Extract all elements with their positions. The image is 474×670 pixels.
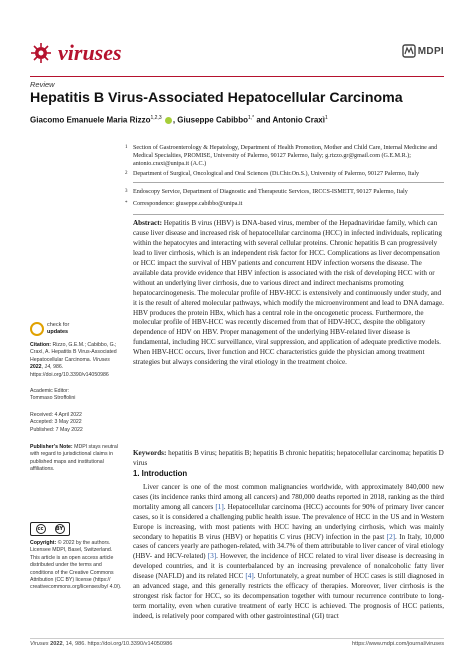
keywords-label: Keywords: — [133, 449, 167, 457]
citation-doi-link[interactable]: 986. https://doi.org/10.3390/v14050986 — [30, 364, 109, 378]
citation-year: 2022 — [30, 364, 42, 371]
affiliation-item — [125, 200, 444, 208]
footer-journal-url[interactable]: https://www.mdpi.com/journal/viruses — [351, 641, 444, 647]
affiliation-item — [125, 144, 444, 169]
cc-icon: cc — [36, 524, 46, 534]
received-date: Received: 4 April 2022 — [30, 412, 82, 418]
affiliation-text: Department of Surgical, Oncological and Oral Sciences (Di.Chir.On.S.), University of Palermo, 90127 Palermo, Italy — [133, 171, 420, 177]
reference-link[interactable]: [3] — [207, 552, 217, 561]
affiliation-text: Section of Gastroenterology & Hepatology, Department of Health Promotion, Mother and Child Care, Internal Medicine and Medical Specialties, PROMISE, University of Palermo, 90127 Palermo, Italy; g.rizzo.gr@gmail.com (G.E.M.R.); antonio.craxi@unipa.it (A.C.) — [133, 145, 438, 168]
journal-header — [30, 38, 444, 72]
copyright-text: © 2022 by the authors. Licensee MDPI, Basel, Switzerland. This article is an open access article distributed under the terms and conditions of the Creative Commons Attribution (CC BY) license (https:// creativecommons.org/licenses/by/ 4.0/). — [30, 540, 122, 591]
affiliation-item — [125, 170, 444, 178]
academic-editor-name: Tommaso Stroffolini — [30, 395, 76, 402]
mdpi-logo — [402, 44, 444, 58]
reference-link[interactable]: [4] — [245, 572, 254, 581]
copyright-block — [30, 540, 122, 592]
footer-doi-link[interactable]: , 14, 986. https://doi.org/10.3390/v14050986 — [62, 641, 173, 647]
abstract-text: Hepatitis B virus (HBV) is DNA-based virus, member of the Hepadnaviridae family, which can cause liver disease and increased risk of hepatocellular carcinoma (HCC) in infected individuals, replicating within the hepatocytes and interacting with several cellular proteins. Chronic hepatitis B can progressively lead to liver cirrhosis, which is an independent risk factor for HCC. Complications as liver decompensation or HCC impact the survival of HBV patients and concurrent HDV infection worsens the disease. The available data provide evidence that HBV infection is associated with the risk of developing HCC with or without an underlying liver cirrhosis, due to various direct and indirect mechanisms promoting hepatocarcinogenesis. The molecular profile of HBV-HCC is extensively and continuously under study, and it is the result of altered molecular pathways, which modify the microenvironment and lead to DNA damage. HBV produces the protein HBx, which has a central role in the oncogenetic process. Furthermore, the molecular profile of HBV-HCC was recently discerned from that of HDV-HCC, despite the obligatory dependence of HDV on HBV. Proper management of the underlying HBV-related liver disease is fundamental, including HCC surveillance, viral suppression, and application of adequate predictive models. When HBV-HCC occurs, liver function and HCC characteristics guide the physician among treatment strategies but always considering the viral etiology in the treatment choice. — [133, 219, 444, 367]
citation-text: Rizzo, G.E.M.; Cabibbo, G.; Craxì, A. Hepatitis B Virus-Associated Hepatocellular Carcinoma. — [30, 342, 117, 363]
intro-text: . Unfortunately, a great number of HCC cases is still diagnosed in an advanced stage, and this generally restricts the efficacy of therapies. Moreover, liver cirrhosis is the strongest risk factor for HCC, so its decompensation together with tumour recurrence contribute to long-term mortality, even when curative treatment of early HCC is achieved. The prognosis of HCC patients, indeed, is relatively poor compared with other gastrointestinal (GI) tract — [133, 572, 444, 620]
abstract — [125, 188, 444, 368]
virus-logo-icon — [30, 42, 52, 64]
academic-editor-label: Academic Editor: — [30, 388, 70, 394]
reference-link[interactable]: [2] — [386, 532, 396, 541]
published-date: Published: 7 May 2022 — [30, 426, 83, 433]
author-list: Giacomo Emanuele Maria Rizzo$^{1,2,3}$ , Giuseppe Cabibbo$^{1,*}$ and Antonio Craxì$^1$ — [30, 115, 328, 125]
introduction-paragraph — [133, 483, 444, 622]
intro-text: Liver cancer is one of the most common malignancies worldwide, with approximately 840,000 new cases (its incidence ranks third among all cancers) and 780,000 deaths reported in 2018, ranking as the third mortality among all cancers — [133, 483, 444, 511]
author-name[interactable]: Giuseppe Cabibbo — [177, 115, 248, 125]
orcid-icon[interactable] — [165, 117, 172, 124]
check-updates-line1: check for — [47, 322, 70, 328]
reference-link[interactable]: [1] — [215, 502, 224, 511]
intro-text: . However, the incidence of HCC related to viral liver disease is decreasing in developed countries, and it is counterbalanced by an increasing prevalence of nonalcoholic fatty liver disease (NAFLD) and its related HCC — [133, 552, 444, 581]
abstract-divider — [133, 182, 444, 183]
publisher-note-block — [30, 444, 122, 474]
keywords — [133, 448, 444, 468]
author-name[interactable]: Giacomo Emanuele Maria Rizzo — [30, 115, 151, 125]
check-updates-label — [47, 322, 69, 335]
publisher-note-text: MDPI stays neutral with regard to jurisdictional claims in published maps and institutional affiliations. — [30, 444, 118, 473]
citation-block: Citation: Rizzo, G.E.M.; Cabibbo, G.; Craxì, A. Hepatitis B Virus-Associated Hepatocellular Carcinoma. Viruses 2022, 14, 986. https://doi.org/10.3390/v14050986 — [30, 342, 117, 378]
attribution-icon: BY — [55, 526, 64, 532]
check-updates-line2: updates — [47, 328, 69, 335]
abstract-rule — [133, 214, 444, 215]
author-affiliation-marker: 1,2,3 — [150, 115, 162, 121]
author-conjunction: and — [256, 115, 271, 125]
footer-year: 2022 — [50, 641, 63, 647]
academic-editor-block — [30, 388, 122, 403]
intro-text: . Hepatocellular carcinoma (HCC) accounts for 90% of primary liver cancer cases, so it is considered a challenging public health issue. The prevalence of HCC in the US and in Western Europe is increasing, with most patients with HCC having an underlying cirrhosis, which was mainly secondary to hepatitis B virus (HBV) or hepatitis C virus (HCV) infection in the past — [133, 502, 444, 541]
affiliation-number: 1 — [125, 145, 128, 150]
check-for-updates-button[interactable] — [30, 320, 90, 338]
footer-divider — [30, 638, 444, 639]
affiliation-number: 3 — [125, 189, 128, 194]
citation-label: Citation: — [30, 342, 52, 348]
affiliation-text: Endoscopy Service, Department of Diagnostic and Therapeutic Services, IRCCS-ISMETT, 90127 Palermo, Italy — [133, 189, 408, 195]
check-updates-icon — [30, 322, 44, 336]
citation-volume: 14, — [44, 364, 52, 371]
affiliation-item — [125, 188, 444, 196]
cc-license-badge[interactable] — [30, 522, 70, 536]
author-affiliation-marker: 1 — [324, 115, 328, 121]
article-title: Hepatitis B Virus-Associated Hepatocellular Carcinoma — [30, 90, 403, 106]
affiliation-number: * — [125, 201, 128, 207]
footer-citation — [30, 641, 172, 647]
accepted-date: Accepted: 3 May 2022 — [30, 419, 82, 426]
publisher-name: MDPI — [417, 45, 444, 57]
publisher-note-label: Publisher’s Note: — [30, 444, 73, 450]
correspondence-email[interactable]: Correspondence: giuseppe.cabibbo@unipa.it — [133, 201, 243, 208]
author-affiliation-marker: 1,* — [247, 115, 255, 121]
mdpi-logo-icon — [402, 44, 416, 58]
article-type: Review — [30, 80, 55, 89]
keywords-text: hepatitis B virus; hepatitis B; hepatitis B chronic hepatitis; hepatocellular carcinoma; hepatitis D virus — [133, 449, 444, 467]
dates-block — [30, 412, 122, 434]
copyright-label: Copyright: — [30, 540, 57, 546]
citation-journal: Viruses — [92, 356, 110, 363]
intro-text: . In Italy, 10,000 cases of cancers yearly are pathogen-related, with 34.7% of them attributable to liver cancer of viral etiology (HBV- and HCV-related) — [133, 532, 444, 561]
journal-name: viruses — [58, 40, 122, 65]
author-name[interactable]: Antonio Craxì — [272, 115, 325, 125]
header-divider — [30, 76, 444, 77]
footer-journal: Viruses — [30, 641, 49, 647]
abstract-label: Abstract: — [133, 219, 162, 228]
section-heading: 1. Introduction — [133, 469, 188, 478]
affiliation-number: 2 — [125, 171, 128, 176]
